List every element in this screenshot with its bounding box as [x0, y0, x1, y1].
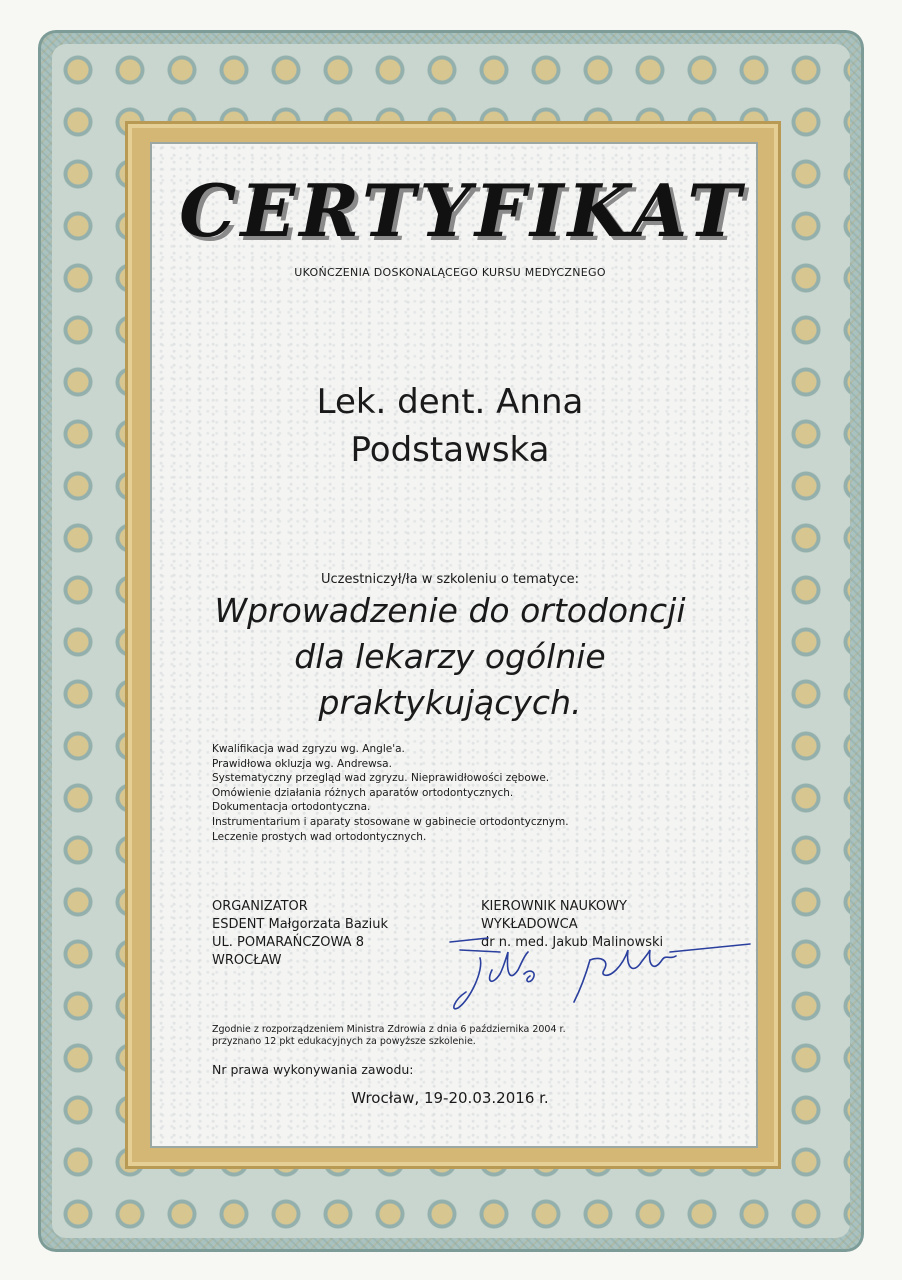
legal-note-line1: Zgodnie z rozporządzeniem Ministra Zdrowia z dnia 6 października 2004 r.: [212, 1024, 566, 1035]
topics-list: [212, 742, 569, 844]
certificate-title: CERTYFIKAT: [179, 168, 745, 253]
organizer-street: UL. POMARAŃCZOWA 8: [212, 935, 364, 950]
course-title: [160, 588, 740, 726]
topic-item: Instrumentarium i aparaty stosowane w gabinecie ortodontycznym.: [212, 815, 569, 828]
organizer-block: [212, 898, 388, 970]
topic-item: Systematyczny przegląd wad zgryzu. Nieprawidłowości zębowe.: [212, 772, 550, 785]
lecturer-label: WYKŁADOWCA: [481, 917, 578, 932]
place-date: Wrocław, 19-20.03.2016 r.: [351, 1089, 549, 1107]
recipient-name-line2: Podstawska: [350, 430, 550, 470]
legal-note: [212, 1024, 566, 1048]
organizer-company: ESDENT Małgorzata Baziuk: [212, 917, 388, 932]
topic-item: Dokumentacja ortodontyczna.: [212, 801, 371, 814]
legal-note-line2: przyznano 12 pkt edukacyjnych za powyższe szkolenie.: [212, 1036, 476, 1047]
certificate-subtitle: UKOŃCZENIA DOSKONALĄCEGO KURSU MEDYCZNEGO: [294, 266, 606, 279]
license-number-label: Nr prawa wykonywania zawodu:: [212, 1062, 414, 1077]
course-title-line3: praktykujących.: [318, 683, 582, 722]
lecturer-name: dr n. med. Jakub Malinowski: [481, 935, 664, 950]
course-title-line1: Wprowadzenie do ortodoncji: [214, 591, 686, 630]
topic-item: Prawidłowa okluzja wg. Andrewsa.: [212, 757, 392, 770]
organizer-label: ORGANIZATOR: [212, 899, 308, 914]
topic-item: Leczenie prostych wad ortodontycznych.: [212, 830, 427, 843]
organizer-city: WROCŁAW: [212, 953, 282, 968]
scientific-label: KIEROWNIK NAUKOWY: [481, 899, 627, 914]
course-title-line2: dla lekarzy ogólnie: [294, 637, 606, 676]
topic-item: Kwalifikacja wad zgryzu wg. Angle'a.: [212, 743, 405, 755]
topic-item: Omówienie działania różnych aparatów ortodontycznych.: [212, 786, 514, 799]
recipient-name-line1: Lek. dent. Anna: [316, 382, 584, 422]
signature: [440, 930, 760, 1020]
recipient-name: [160, 378, 740, 474]
participation-text: Uczestniczył/ła w szkoleniu o tematyce:: [320, 572, 580, 587]
